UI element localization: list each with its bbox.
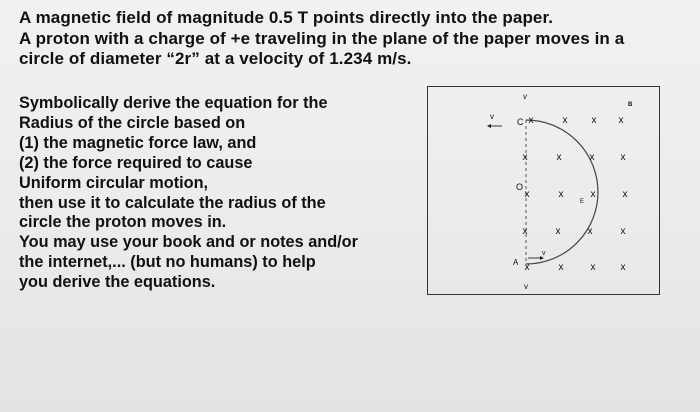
- field-mark: x: [587, 226, 593, 237]
- question-line-4: (2) the force required to cause: [19, 153, 253, 172]
- point-label-c: C: [517, 117, 524, 127]
- velocity-label-top: v: [523, 92, 527, 101]
- field-mark: x: [558, 189, 564, 200]
- question-line-5: Uniform circular motion,: [19, 173, 209, 192]
- field-mark: x: [528, 115, 534, 126]
- field-mark: x: [556, 152, 562, 163]
- field-mark: x: [558, 262, 564, 273]
- question-line-9: the internet,... (but no humans) to help: [19, 253, 316, 272]
- field-mark: x: [622, 189, 628, 200]
- point-label-a: A: [513, 258, 519, 267]
- field-label-b: B: [628, 102, 633, 108]
- field-mark: x: [524, 262, 530, 273]
- field-mark: x: [620, 152, 626, 163]
- velocity-arrow-left-icon: [487, 124, 502, 128]
- point-label-o: O: [516, 182, 524, 192]
- field-mark: x: [590, 189, 596, 200]
- field-mark: x: [562, 115, 568, 126]
- field-mark: x: [620, 262, 626, 273]
- problem-line-3: circle of diameter “2r” at a velocity of 1.234 m/s.: [19, 49, 412, 68]
- field-mark: x: [591, 115, 597, 126]
- field-mark: x: [618, 115, 624, 126]
- problem-statement: [19, 8, 689, 70]
- diagram-canvas: [428, 87, 661, 296]
- magnetic-field-diagram: [427, 86, 660, 295]
- field-mark: x: [620, 226, 626, 237]
- question-line-10: you derive the equations.: [19, 273, 216, 292]
- field-mark: x: [524, 189, 530, 200]
- question-line-2: Radius of the circle based on: [19, 113, 246, 132]
- point-label-e: E: [580, 199, 585, 205]
- field-mark: x: [522, 152, 528, 163]
- velocity-label-right: v: [542, 250, 546, 257]
- field-mark: x: [555, 226, 561, 237]
- problem-line-2: A proton with a charge of +e traveling in the plane of the paper moves in a: [19, 28, 625, 48]
- question-line-1: Symbolically derive the equation for the: [19, 94, 328, 112]
- field-mark: x: [590, 262, 596, 273]
- question-line-6: then use it to calculate the radius of the: [19, 193, 326, 212]
- field-mark: x: [522, 226, 528, 237]
- problem-line-1: A magnetic field of magnitude 0.5 T points directly into the paper.: [19, 8, 554, 27]
- question-line-3: (1) the magnetic force law, and: [19, 133, 257, 152]
- field-mark: x: [589, 152, 595, 163]
- question-line-8: You may use your book and or notes and/or: [19, 233, 358, 252]
- question-text: [19, 94, 419, 293]
- velocity-label-left: v: [490, 112, 494, 121]
- question-line-7: circle the proton moves in.: [19, 213, 227, 232]
- velocity-label-bottom: v: [524, 282, 528, 291]
